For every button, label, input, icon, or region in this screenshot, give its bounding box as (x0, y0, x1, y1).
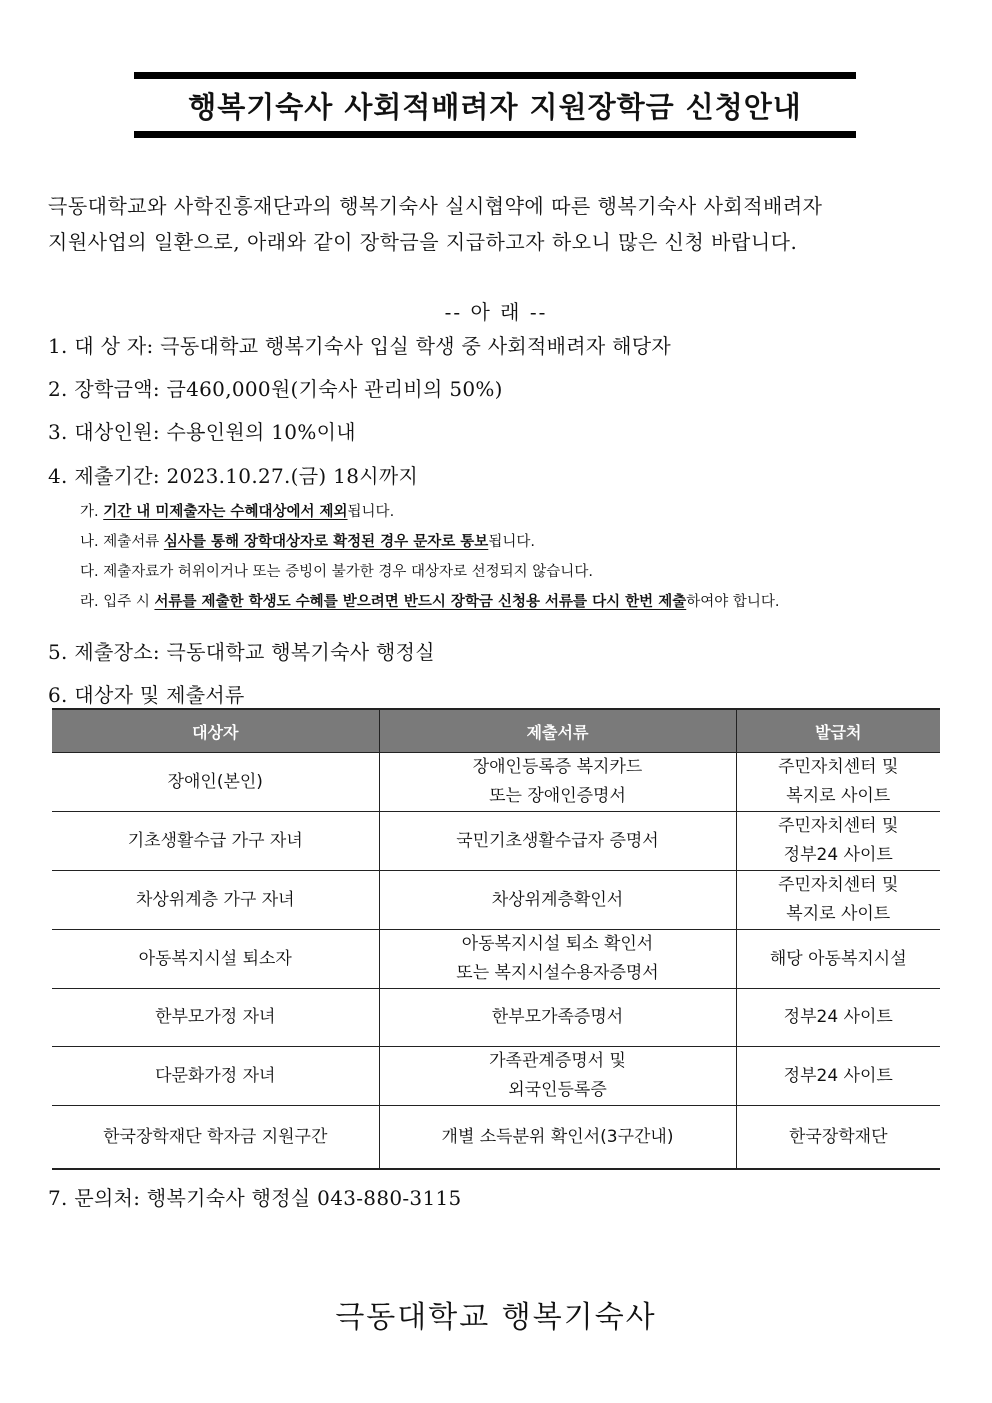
item-deadline: 4. 제출기간: 2023.10.27.(금) 18시까지 (48, 464, 419, 488)
cell-target: 기초생활수급 가구 자녀 (52, 812, 379, 871)
table-row (52, 871, 940, 930)
item-place: 5. 제출장소: 극동대학교 행복기숙사 행정실 (48, 640, 435, 664)
note-ra-prefix: 라. 입주 시 (80, 594, 155, 610)
section-heading: -- 아 래 -- (444, 300, 548, 324)
item-amount: 2. 장학금액: 금460,000원(기숙사 관리비의 50%) (48, 377, 503, 401)
cell-issuer (736, 812, 940, 871)
cell-target: 다문화가정 자녀 (52, 1047, 379, 1106)
doc-line: 아동복지시설 퇴소 확인서 (461, 934, 654, 954)
note-ra-emphasis: 서류를 제출한 학생도 수혜를 받으려면 반드시 장학금 신청용 서류를 다시 한번 제출 (154, 594, 687, 610)
cell-documents (379, 753, 736, 812)
table-row (52, 812, 940, 871)
header-issuer: 발급처 (736, 709, 940, 753)
cell-issuer: 정부24 사이트 (736, 1047, 940, 1106)
title-box (134, 72, 856, 138)
table-row (52, 753, 940, 812)
doc-line: 또는 장애인증명서 (489, 786, 626, 806)
intro-line-2: 지원사업의 일환으로, 아래와 같이 장학금을 지급하고자 하오니 많은 신청 바랍니다. (48, 230, 798, 254)
contact-info: 7. 문의처: 행복기숙사 행정실 043-880-3115 (48, 1186, 462, 1210)
doc-line: 가족관계증명서 및 (489, 1051, 626, 1071)
footer-signature: 극동대학교 행복기숙사 (335, 1300, 657, 1335)
header-documents: 제출서류 (379, 709, 736, 753)
cell-target: 아동복지시설 퇴소자 (52, 930, 379, 989)
cell-documents: 차상위계층확인서 (379, 871, 736, 930)
cell-documents (379, 1047, 736, 1106)
cell-documents: 개별 소득분위 확인서(3구간내) (379, 1106, 736, 1170)
note-ga-suffix: 됩니다. (347, 504, 395, 520)
issuer-line: 복지로 사이트 (786, 786, 891, 806)
table-header-row (52, 709, 940, 753)
issuer-line: 복지로 사이트 (786, 904, 891, 924)
cell-issuer: 해당 아동복지시설 (736, 930, 940, 989)
note-ga (80, 500, 394, 521)
cell-documents: 한부모가족증명서 (379, 989, 736, 1047)
table-row (52, 1106, 940, 1170)
doc-line: 또는 복지시설수용자증명서 (456, 963, 659, 983)
item-target: 1. 대 상 자: 극동대학교 행복기숙사 입실 학생 중 사회적배려자 해당자 (48, 334, 672, 358)
cell-issuer (736, 753, 940, 812)
cell-documents: 국민기초생활수급자 증명서 (379, 812, 736, 871)
doc-line: 외국인등록증 (508, 1080, 607, 1100)
note-na-emphasis: 심사를 통해 장학대상자로 확정된 경우 문자로 통보 (163, 534, 489, 550)
item-quota: 3. 대상인원: 수용인원의 10%이내 (48, 420, 356, 444)
cell-target: 한국장학재단 학자금 지원구간 (52, 1106, 379, 1170)
item-documents: 6. 대상자 및 제출서류 (48, 683, 245, 707)
intro-paragraph (48, 188, 948, 260)
page-title: 행복기숙사 사회적배려자 지원장학금 신청안내 (188, 89, 802, 124)
doc-line: 장애인등록증 복지카드 (472, 757, 643, 777)
issuer-line: 주민자치센터 및 (778, 875, 899, 895)
table-row (52, 989, 940, 1047)
note-na-prefix: 나. 제출서류 (80, 534, 164, 550)
issuer-line: 정부24 사이트 (783, 845, 893, 865)
note-ra (80, 590, 780, 611)
issuer-line: 주민자치센터 및 (778, 757, 899, 777)
note-da: 다. 제출자료가 허위이거나 또는 증빙이 불가한 경우 대상자로 선정되지 않습니다. (80, 564, 593, 580)
note-ga-emphasis: 기간 내 미제출자는 수혜대상에서 제외 (103, 504, 348, 520)
note-na-suffix: 됩니다. (488, 534, 535, 550)
header-target: 대상자 (52, 709, 379, 753)
cell-issuer: 한국장학재단 (736, 1106, 940, 1170)
note-na (80, 530, 535, 551)
cell-issuer: 정부24 사이트 (736, 989, 940, 1047)
cell-issuer (736, 871, 940, 930)
note-ga-prefix: 가. (80, 504, 104, 520)
intro-line-1: 극동대학교와 사학진흥재단과의 행복기숙사 실시협약에 따른 행복기숙사 사회적배려자 (48, 194, 823, 218)
cell-target: 한부모가정 자녀 (52, 989, 379, 1047)
eligibility-table (52, 708, 940, 1170)
table-row (52, 930, 940, 989)
cell-target: 차상위계층 가구 자녀 (52, 871, 379, 930)
issuer-line: 주민자치센터 및 (778, 816, 899, 836)
cell-target: 장애인(본인) (52, 753, 379, 812)
table-row (52, 1047, 940, 1106)
note-ra-suffix: 하여야 합니다. (686, 594, 780, 610)
cell-documents (379, 930, 736, 989)
